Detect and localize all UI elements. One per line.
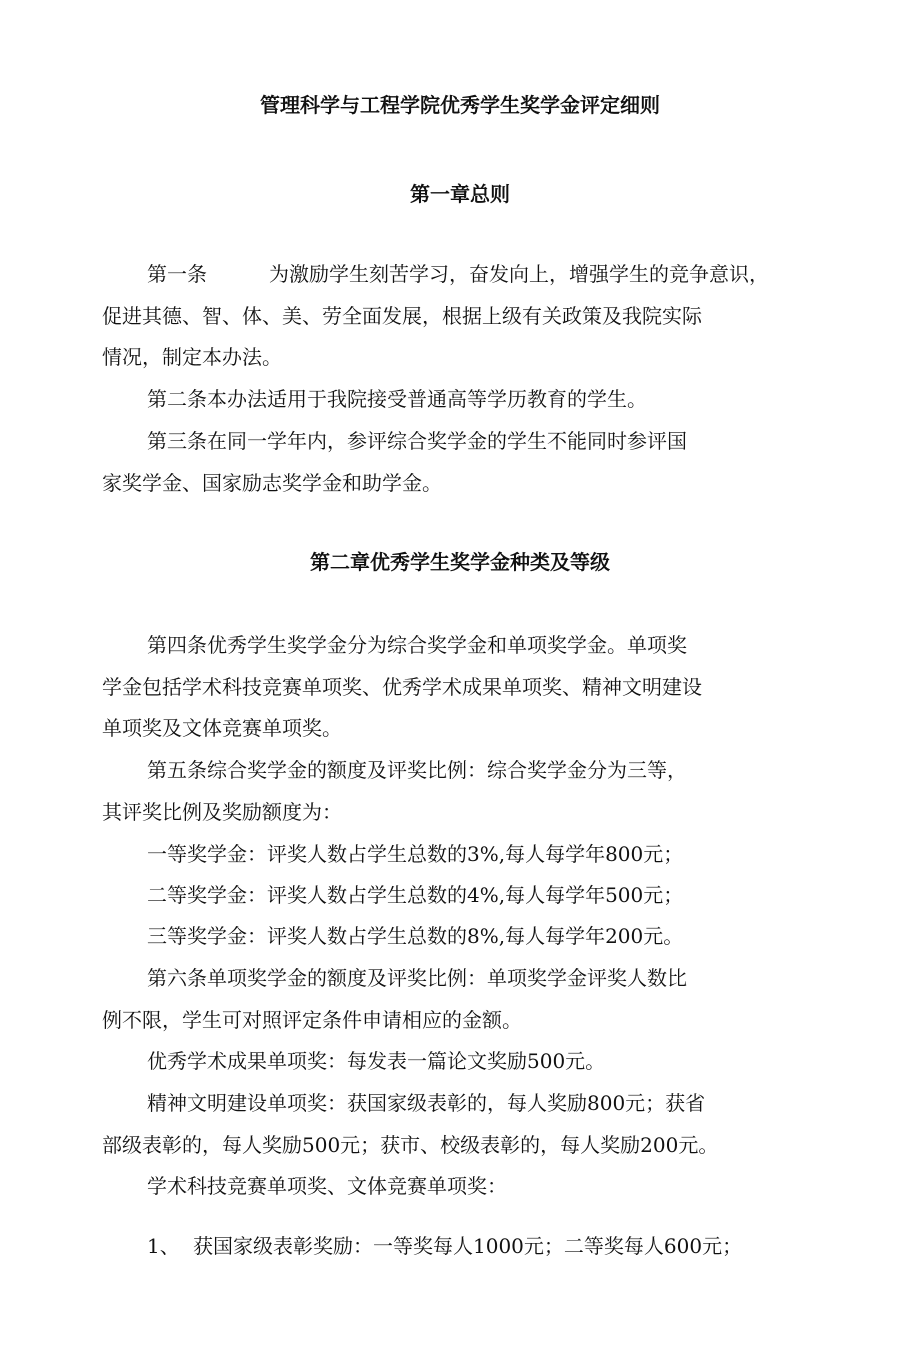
article-4-line-2: 学金包括学术科技竞赛单项奖、优秀学术成果单项奖、精神文明建设 [102,675,702,699]
grade-2-scholarship: 二等奖学金：评奖人数占学生总数的4%,每人每学年500元； [147,883,684,907]
article-1-line-3: 情况，制定本办法。 [102,345,282,369]
article-3-line-2: 家奖学金、国家励志奖学金和助学金。 [102,471,442,495]
article-6-line-1: 第六条单项奖学金的额度及评奖比例：单项奖学金评奖人数比 [147,966,687,990]
article-4-line-3: 单项奖及文体竞赛单项奖。 [102,716,342,740]
grade-1-scholarship: 一等奖学金：评奖人数占学生总数的3%,每人每学年800元； [147,842,684,866]
article-1-line-2: 促进其德、智、体、美、劳全面发展，根据上级有关政策及我院实际 [102,304,702,328]
article-5-line-1: 第五条综合奖学金的额度及评奖比例：综合奖学金分为三等， [147,758,687,782]
civility-award-line-2: 部级表彰的，每人奖励500元；获市、校级表彰的，每人奖励200元。 [102,1133,719,1157]
list-item-number: 1、 [147,1234,180,1258]
civility-award-line-1: 精神文明建设单项奖：获国家级表彰的，每人奖励800元；获省 [147,1091,706,1115]
article-4-line-1: 第四条优秀学生奖学金分为综合奖学金和单项奖学金。单项奖 [147,633,687,657]
article-3-line-1: 第三条在同一学年内，参评综合奖学金的学生不能同时参评国 [147,429,687,453]
academic-achievement-award: 优秀学术成果单项奖：每发表一篇论文奖励500元。 [147,1049,606,1073]
list-item-1 [147,1232,742,1260]
article-2: 第二条本办法适用于我院接受普通高等学历教育的学生。 [147,387,647,411]
article-6-line-2: 例不限，学生可对照评定条件申请相应的金额。 [102,1008,522,1032]
document-title: 管理科学与工程学院优秀学生奖学金评定细则 [260,93,660,117]
competition-award-intro: 学术科技竞赛单项奖、文体竞赛单项奖： [147,1174,507,1198]
chapter-1-title: 第一章总则 [410,182,510,206]
article-1-label: 第一条 [147,262,207,286]
list-item-text: 获国家级表彰奖励：一等奖每人1000元；二等奖每人600元； [193,1234,743,1258]
chapter-2-title: 第二章优秀学生奖学金种类及等级 [310,550,610,574]
article-1-text: 为激励学生刻苦学习，奋发向上，增强学生的竞争意识， [269,262,769,286]
article-1-line-1 [147,260,769,288]
article-5-line-2: 其评奖比例及奖励额度为： [102,800,342,824]
grade-3-scholarship: 三等奖学金：评奖人数占学生总数的8%,每人每学年200元。 [147,924,684,948]
